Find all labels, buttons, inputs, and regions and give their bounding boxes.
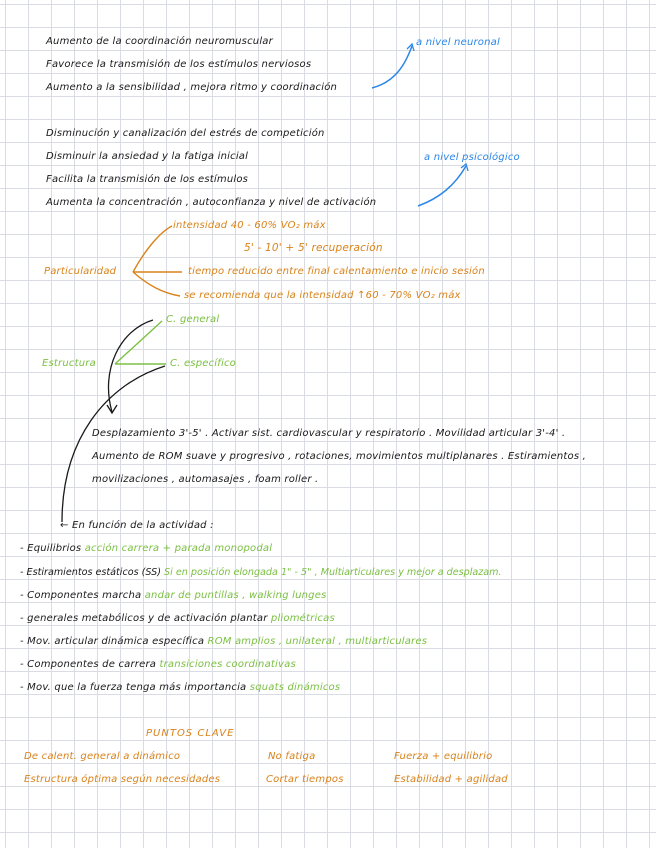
actividad-item-detail: pliométricas [270,613,335,624]
general-detail-line-2: Aumento de ROM suave y progresivo , rotaciones, movimientos multiplanares . Estiramientos , [92,451,586,462]
actividad-item [20,612,335,625]
actividad-item-detail: Si en posición elongada 1" - 5" , Multiarticulares y mejor a desplazam. [164,567,502,578]
neuronal-connector [372,46,412,88]
actividad-item [20,589,326,602]
neuronal-line-2: Favorece la transmisión de los estímulos nerviosos [46,59,312,70]
particularidad-intensidad: intensidad 40 - 60% VO₂ máx [173,220,326,231]
particularidad-recomienda: se recomienda que la intensidad ↑60 - 70% VO₂ máx [184,290,461,301]
puntos-clave-title: PUNTOS CLAVE [146,728,235,739]
neuronal-line-1: Aumento de la coordinación neuromuscular [46,36,273,47]
particularidad-bracket-bottom [133,272,180,296]
puntos-clave-item: Cortar tiempos [266,774,344,785]
actividad-item [20,681,340,694]
psicologico-tag: a nivel psicológico [424,152,520,163]
psicologico-line-1: Disminución y canalización del estrés de competición [46,128,325,139]
psicologico-connector [418,166,466,206]
actividad-item-detail: andar de puntillas , walking lunges [144,590,327,601]
puntos-clave-item: Estabilidad + agilidad [394,774,508,785]
estructura-label: Estructura [42,358,96,369]
actividad-item [20,542,272,555]
particularidad-tiempo: tiempo reducido entre final calentamiento e inicio sesión [188,266,485,277]
actividad-item-label: - Estiramientos estáticos (SS) [20,567,161,578]
general-detail-line-3: movilizaciones , automasajes , foam roller . [92,474,319,485]
actividad-item-label: - Componentes de carrera [20,659,157,670]
actividad-item-detail: squats dinámicos [249,682,341,693]
particularidad-bracket-top [133,226,172,272]
actividad-item-detail: acción carrera + parada monopodal [84,543,273,554]
psicologico-line-3: Facilita la transmisión de los estímulos [46,174,249,185]
neuronal-tag: a nivel neuronal [416,37,500,48]
puntos-clave-item: Fuerza + equilibrio [394,751,493,762]
puntos-clave-item: No fatiga [268,751,316,762]
actividad-heading: ← En función de la actividad : [60,520,214,531]
actividad-item-label: - Mov. articular dinámica específica [20,636,205,647]
puntos-clave-item: Estructura óptima según necesidades [24,774,221,785]
general-arrow [108,320,153,412]
actividad-item-label: - Mov. que la fuerza tenga más importancia [20,682,247,693]
especifico-arrow [62,366,165,522]
puntos-clave-item: De calent. general a dinámico [24,751,181,762]
actividad-item-detail: ROM amplios , unilateral , multiarticulares [207,636,428,647]
actividad-item-label: - generales metabólicos y de activación plantar [20,613,268,624]
psicologico-line-2: Disminuir la ansiedad y la fatiga inicial [46,151,249,162]
neuronal-line-3: Aumento a la sensibilidad , mejora ritmo y coordinación [46,82,338,93]
actividad-item [20,635,427,648]
particularidad-duracion: 5' - 10' + 5' recuperación [244,242,383,254]
particularidad-label: Particularidad [44,266,117,277]
general-arrowhead [107,405,117,413]
actividad-item-label: - Equilibrios [20,543,82,554]
psicologico-line-4: Aumenta la concentración , autoconfianza y nivel de activación [46,197,377,208]
actividad-item-detail: transiciones coordinativas [159,659,296,670]
actividad-item [20,658,296,671]
actividad-item [20,566,502,579]
estructura-general: C. general [166,314,220,325]
general-detail-line-1: Desplazamiento 3'-5' . Activar sist. cardiovascular y respiratorio . Movilidad articular 3'-4' . [92,428,566,439]
actividad-item-label: - Componentes marcha [20,590,142,601]
estructura-especifico: C. específico [170,358,236,369]
